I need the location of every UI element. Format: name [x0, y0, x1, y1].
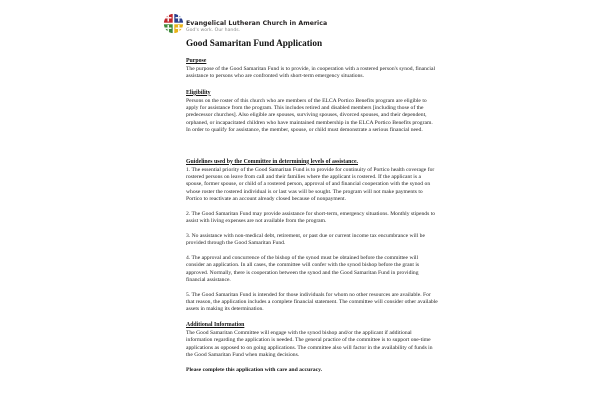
organization-name: Evangelical Lutheran Church in America: [186, 20, 328, 27]
section-heading-additional-information: Additional Information: [186, 321, 245, 328]
section-purpose: [186, 58, 438, 81]
guideline-item: 2. The Good Samaritan Fund may provide assistance for short-term, emergency situations. Monthly stipends to assist with living expenses are not available from the program.: [186, 210, 436, 225]
section-paragraph: The purpose of the Good Samaritan Fund is to provide, in cooperation with a rostered person's synod, financial assistance to persons who are confronted with short-term emergency situations.: [186, 65, 436, 80]
guideline-item: 4. The approval and concurrence of the bishop of the synod must be obtained before the committee will consider an application. In all cases, the committee will confer with the synod bishop before the grant is approved. Normally, there is cooperation between the synod and the Good Samaritan Fund in providing financial assistance.: [186, 254, 420, 283]
section-paragraph: The Good Samaritan Committee will engage with the synod bishop and/or the applicant if additional information regarding the application is needed. The general practice of the committee is to support one-time applications as opposed to on going applications. The committee also will factor in the availability of funds in the Good Samaritan Fund when making decisions.: [186, 329, 433, 358]
section-heading-guidelines: Guidelines used by the Committee in determining levels of assistance.: [186, 158, 359, 165]
masthead: [186, 12, 438, 36]
organization-tagline: God's work. Our hands.: [186, 27, 241, 33]
document-body: [186, 12, 438, 375]
elca-cross-quadrant-logo-icon: [163, 13, 184, 34]
section-eligibility: [186, 90, 438, 135]
guideline-item: 1. The essential priority of the Good Samaritan Fund is to provide for continuity of Portico health coverage for rostered persons on leave from call and their families where the applicant is rostered. If the applicant is a spouse, former spouse, or child of a rostered person, approval of and financial cooperation with the synod on whose roster the rostered individual is or last was will be sought. The program will not make payments to Portico to reactivate an account already closed because of nonpayment.: [186, 166, 435, 203]
section-guidelines: [186, 159, 438, 314]
section-heading-eligibility: Eligibility: [186, 89, 211, 96]
guideline-item: 3. No assistance with non-medical debt, retirement, or past due or current income tax encumbrance will be provided through the Good Samaritan Fund.: [186, 232, 425, 247]
brand-block: [186, 20, 327, 34]
closing-note: Please complete this application with care and accuracy.: [186, 367, 323, 374]
section-additional-information: [186, 322, 438, 360]
guideline-item: 5. The Good Samaritan Fund is intended for those individuals for whom no other resources are available. For that reason, the application includes a complete financial statement. The committee will consider other available assets in making its determination.: [186, 291, 438, 313]
section-heading-purpose: Purpose: [186, 58, 207, 64]
section-paragraph: Persons on the roster of this church who are members of the ELCA Portico Benefits program are eligible to apply for assistance from the program. This includes retired and disabled members [including those of the predecessor churches]. Also eligible are spouses, surviving spouses, divorced spouses, and their dependent, orphaned, or incapacitated children who have maintained membership in the ELCA Portico Benefits program. In order to qualify for assistance, the member, spouse, or child must demonstrate a serious financial need.: [186, 97, 433, 134]
closing-note-block: [186, 367, 438, 374]
page-title: Good Samaritan Fund Application: [186, 38, 323, 48]
